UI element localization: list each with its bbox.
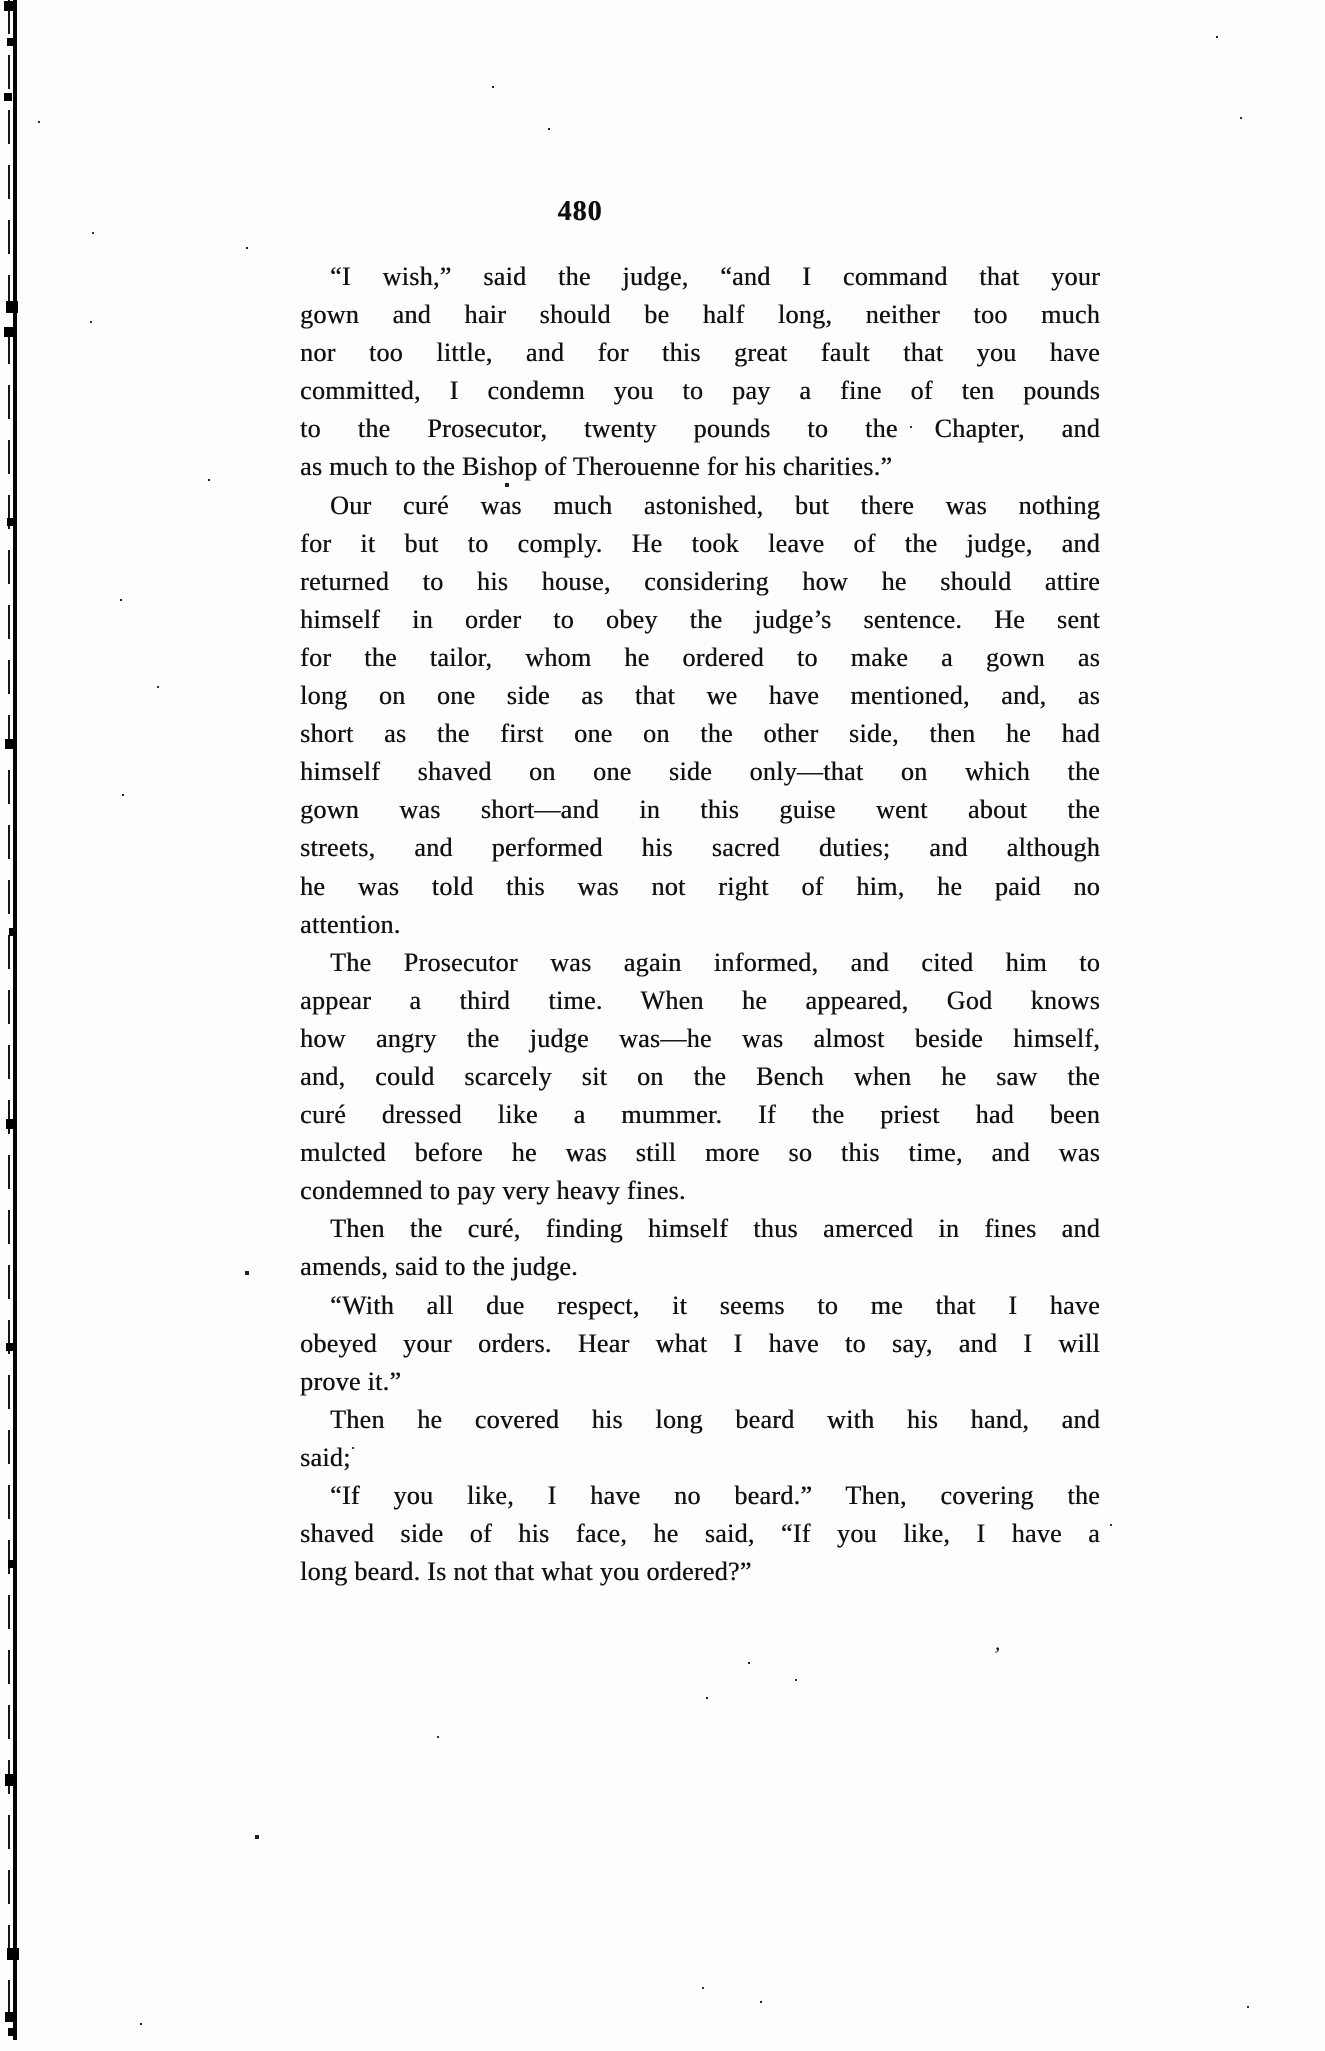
text-line: “If you like, I have no beard.” Then, covering the <box>330 1481 1100 1510</box>
text-line: short as the first one on the other side, then he had <box>300 719 1100 749</box>
page-number: 480 <box>557 196 603 227</box>
ink-speckles <box>0 0 2 2</box>
text-line: returned to his house, considering how he should attire <box>300 566 1100 596</box>
text-line: to the Prosecutor, twenty pounds to the Chapter, and <box>300 414 1100 444</box>
text-line: for it but to comply. He took leave of the judge, and <box>300 528 1100 558</box>
text-line: said; <box>300 1442 351 1472</box>
text-line: for the tailor, whom he ordered to make a gown as <box>300 642 1100 672</box>
text-line: himself in order to obey the judge’s sentence. He sent <box>300 604 1100 634</box>
text-line: Our curé was much astonished, but there was nothing <box>330 490 1100 520</box>
text-line: he was told this was not right of him, he paid no <box>300 871 1100 901</box>
text-line: committed, I condemn you to pay a fine of ten pounds <box>300 376 1100 406</box>
binding-edge-line <box>13 0 17 2040</box>
text-line: obeyed your orders. Hear what I have to say, and I will <box>300 1328 1100 1358</box>
text-line: mulcted before he was still more so this time, and was <box>300 1138 1100 1168</box>
text-line: long beard. Is not that what you ordered?” <box>300 1557 752 1587</box>
text-line: amends, said to the judge. <box>300 1252 578 1282</box>
text-line: himself shaved on one side only—that on which the <box>300 757 1100 787</box>
stray-mark: ’ <box>991 1641 1003 1668</box>
text-line: prove it.” <box>300 1366 402 1396</box>
text-line: The Prosecutor was again informed, and cited him to <box>330 947 1100 977</box>
text-line: streets, and performed his sacred duties; and although <box>300 833 1100 863</box>
text-line: Then the curé, finding himself thus amerced in fines and <box>330 1214 1100 1244</box>
binding-edge-dashed-line <box>8 0 10 2036</box>
text-line: shaved side of his face, he said, “If you like, I have a <box>300 1519 1100 1549</box>
text-line: Then he covered his long beard with his hand, and <box>330 1404 1100 1434</box>
text-line: gown and hair should be half long, neither too much <box>300 300 1100 330</box>
text-line: and, could scarcely sit on the Bench when he saw the <box>300 1061 1100 1091</box>
text-line: gown was short—and in this guise went about the <box>300 795 1100 825</box>
text-line: how angry the judge was—he was almost beside himself, <box>300 1023 1100 1053</box>
text-line: attention. <box>300 909 401 939</box>
page-text <box>300 258 1100 1591</box>
text-line: condemned to pay very heavy fines. <box>300 1176 686 1206</box>
text-line: as much to the Bishop of Therouenne for his charities.” <box>300 452 893 482</box>
text-line: curé dressed like a mummer. If the priest had been <box>300 1100 1100 1130</box>
text-line: nor too little, and for this great fault that you have <box>300 338 1100 368</box>
text-line: “I wish,” said the judge, “and I command that your <box>330 262 1100 291</box>
text-line: “With all due respect, it seems to me that I have <box>330 1290 1100 1320</box>
text-line: long on one side as that we have mentioned, and, as <box>300 681 1100 711</box>
text-line: appear a third time. When he appeared, God knows <box>300 985 1100 1015</box>
